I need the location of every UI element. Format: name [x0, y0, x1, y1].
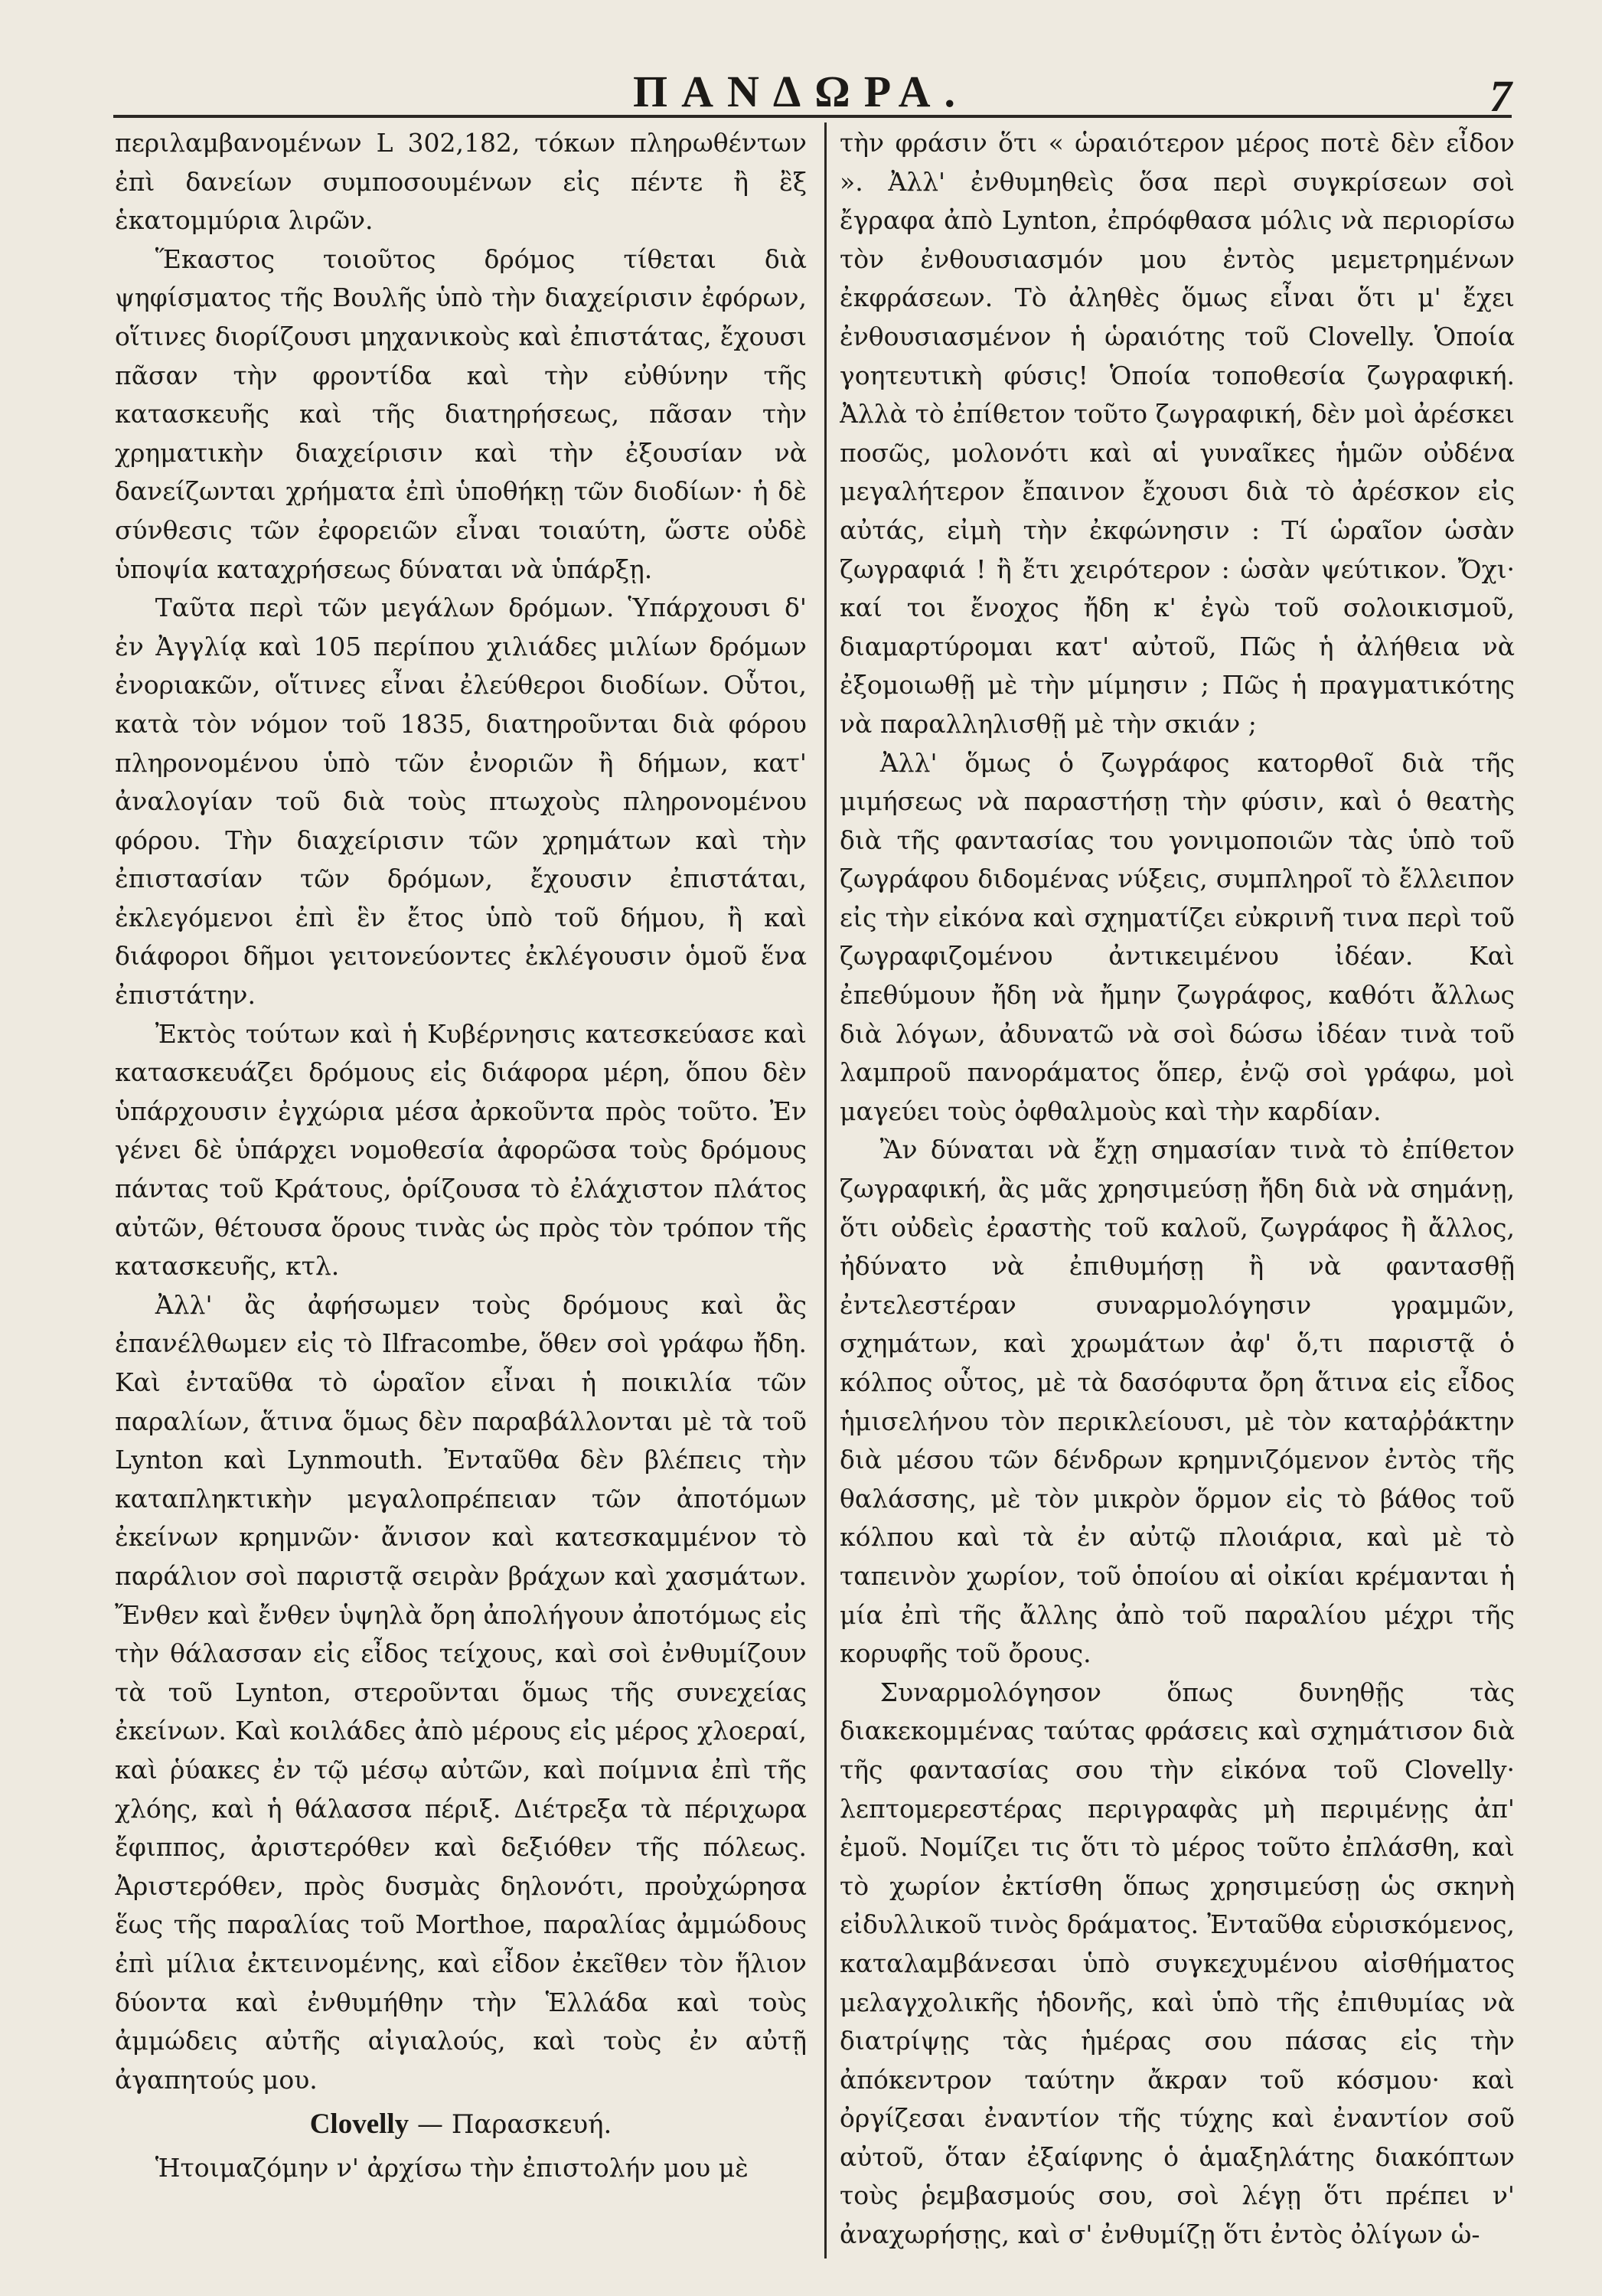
paragraph: περιλαμβανομένων L 302,182, τόκων πληρωθέντων ἐπὶ δανείων συμποσουμένων εἰς πέντε ἢ ἒξ ἑκατομμύρια λιρῶν.: [115, 128, 807, 236]
paragraph: Ἀλλ' ὅμως ὁ ζωγράφος κατορθοῖ διὰ τῆς μιμήσεως νὰ παραστήσῃ τὴν φύσιν, καὶ ὁ θεατὴς διὰ τῆς φαντασίας του γονιμοποιῶν τὰς ὑπὸ τοῦ ζωγράφου διδομένας νύξεις, συμπληροῖ τὸ ἔλλειπον εἰς τὴν εἰκόνα καὶ σχηματίζει εὐκρινῆ τινα περὶ τοῦ ζωγραφιζομένου ἀντικειμένου ἰδέαν. Καὶ ἐπεθύμουν ἤδη νὰ ἤμην ζωγράφος, καθότι ἄλλως διὰ λόγων, ἀδυνατῶ νὰ σοὶ δώσω ἰδέαν τινὰ τοῦ λαμπροῦ πανοράματος ὅπερ, ἐνῷ σοὶ γράφω, μοὶ μαγεύει τοὺς ὀφθαλμοὺς καὶ τὴν καρδίαν.: [840, 747, 1515, 1126]
paragraph: Ἡτοιμαζόμην ν' ἀρχίσω τὴν ἐπιστολήν μου μὲ: [155, 2152, 749, 2183]
section-heading: [115, 2105, 807, 2144]
paragraph: Ἕκαστος τοιοῦτος δρόμος τίθεται διὰ ψηφίσματος τῆς Βουλῆς ὑπὸ τὴν διαχείρισιν ἐφόρων, οἵτινες διορίζουσι μηχανικοὺς καὶ ἐπιστάτας, ἔχουσι πᾶσαν τὴν φροντίδα καὶ τὴν εὐθύνην τῆς κατασκευῆς καὶ τῆς διατηρήσεως, πᾶσαν τὴν χρηματικὴν διαχείρισιν καὶ τὴν ἐξουσίαν νὰ δανείζωνται χρήματα ἐπὶ ὑποθήκῃ τῶν διοδίων· ἡ δὲ σύνθεσις τῶν ἐφορειῶν εἶναι τοιαύτη, ὥστε οὐδὲ ὑποψία καταχρήσεως δύναται νὰ ὑπάρξῃ.: [115, 243, 807, 584]
paragraph: τὴν φράσιν ὅτι « ὡραιότερον μέρος ποτὲ δὲν εἶδον ». Ἀλλ' ἐνθυμηθεὶς ὅσα περὶ συγκρίσεων σοὶ ἔγραφα ἀπὸ Lynton, ἐπρόφθασα μόλις νὰ περιορίσω τὸν ἐνθουσιασμόν μου ἐντὸς μεμετρημένων ἐκφράσεων. Τὸ ἀληθὲς ὅμως εἶναι ὅτι μ' ἔχει ἐνθουσιασμένον ἡ ὡραιότης τοῦ Clovelly. Ὁποία γοητευτικὴ φύσις! Ὁποία τοποθεσία ζωγραφική. Ἀλλὰ τὸ ἐπίθετον τοῦτο ζωγραφική, δὲν μοὶ ἀρέσκει ποσῶς, μολονότι καὶ αἱ γυναῖκες ἡμῶν οὐδένα μεγαλήτερον ἔπαινον ἔχουσι διὰ τὸ ἀρέσκον εἰς αὐτάς, εἰμὴ τὴν ἐκφώνησιν : Τί ὡραῖον ὡσὰν ζωγραφιά ! ἢ ἔτι χειρότερον : ὡσὰν ψεύτικον. Ὄχι· καί τοι ἔνοχος ἤδη κ' ἐγὼ τοῦ σολοικισμοῦ, διαμαρτύρομαι κατ' αὐτοῦ, Πῶς ἡ ἀλήθεια νὰ ἐξομοιωθῇ μὲ τὴν μίμησιν ; Πῶς ἡ πραγματικότης νὰ παραλληλισθῇ μὲ τὴν σκιάν ;: [840, 128, 1515, 739]
running-title: ΠΑΝΔΩΡΑ.: [633, 67, 969, 116]
paragraph: Ἐκτὸς τούτων καὶ ἡ Κυβέρνησις κατεσκεύασε καὶ κατασκευάζει δρόμους εἰς διάφορα μέρη, ὅπου δὲν ὑπάρχουσιν ἐγχώρια μέσα ἀρκοῦντα πρὸς τοῦτο. Ἐν γένει δὲ ὑπάρχει νομοθεσία ἀφορῶσα τοὺς δρόμους πάντας τοῦ Κράτους, ὁρίζουσα τὸ ἐλάχιστον πλάτος αὐτῶν, θέτουσα ὅρους τινὰς ὡς πρὸς τὸν τρόπον τῆς κατασκευῆς, κτλ.: [115, 1018, 807, 1282]
paragraph: Ταῦτα περὶ τῶν μεγάλων δρόμων. Ὑπάρχουσι δ' ἐν Ἀγγλίᾳ καὶ 105 περίπου χιλιάδες μιλίων δρόμων ἐνοριακῶν, οἵτινες εἶναι ἐλεύθεροι διοδίων. Οὗτοι, κατὰ τὸν νόμον τοῦ 1835, διατηροῦνται διὰ φόρου πληρονομένου ὑπὸ τῶν ἐνοριῶν ἢ δήμων, κατ' ἀναλογίαν τοῦ διὰ τοὺς πτωχοὺς πληρονομένου φόρου. Τὴν διαχείρισιν τῶν χρημάτων καὶ τὴν ἐπιστασίαν τῶν δρόμων, ἔχουσιν ἐπιστάται, ἐκλεγόμενοι ἐπὶ ἓν ἔτος ὑπὸ τοῦ δήμου, ἢ καὶ διάφοροι δῆμοι γειτονεύοντες ἐκλέγουσιν ὁμοῦ ἕνα ἐπιστάτην.: [115, 593, 807, 1011]
right-column: [840, 124, 1515, 2268]
column-divider: [824, 122, 827, 2258]
page-number: 7: [1489, 71, 1512, 121]
heading-separator: —: [409, 2109, 452, 2141]
heading-place: Clovelly: [309, 2108, 409, 2141]
header-rule: [113, 115, 1512, 118]
heading-day: Παρασκευή.: [451, 2109, 612, 2141]
paragraph: Ἂν δύναται νὰ ἔχῃ σημασίαν τινὰ τὸ ἐπίθετον ζωγραφική, ἂς μᾶς χρησιμεύσῃ ἤδη διὰ νὰ σημάνῃ, ὅτι οὐδεὶς ἐραστὴς τοῦ καλοῦ, ζωγράφος ἢ ἄλλος, ἠδύνατο νὰ ἐπιθυμήσῃ ἢ νὰ φαντασθῇ ἐντελεστέραν συναρμολόγησιν γραμμῶν, σχημάτων, καὶ χρωμάτων ἀφ' ὅ,τι παριστᾷ ὁ κόλπος οὗτος, μὲ τὰ δασόφυτα ὄρη ἅτινα εἰς εἶδος ἡμισελήνου τὸν περικλείουσι, μὲ τὸν καταῤῥάκτην διὰ μέσου τῶν δένδρων κρημνιζόμενον ἐντὸς τῆς θαλάσσης, μὲ τὸν μικρὸν ὅρμον εἰς τὸ βάθος τοῦ κόλπου καὶ τὰ ἐν αὐτῷ πλοιάρια, καὶ μὲ τὸ ταπεινὸν χωρίον, τοῦ ὁποίου αἱ οἰκίαι κρέμανται ἡ μία ἐπὶ τῆς ἄλλης ἀπὸ τοῦ παραλίου μέχρι τῆς κορυφῆς τοῦ ὄρους.: [840, 1135, 1515, 1669]
left-column: [115, 124, 807, 2268]
paragraph: Συναρμολόγησον ὅπως δυνηθῇς τὰς διακεκομμένας ταύτας φράσεις καὶ σχημάτισον διὰ τῆς φαντασίας σου τὴν εἰκόνα τοῦ Clovelly· λεπτομερεστέρας περιγραφὰς μὴ περιμένῃς ἀπ' ἐμοῦ. Νομίζει τις ὅτι τὸ μέρος τοῦτο ἐπλάσθη, καὶ τὸ χωρίον ἐκτίσθη ὅπως χρησιμεύσῃ ὡς σκηνὴ εἰδυλλικοῦ τινὸς δράματος. Ἐνταῦθα εὑρισκόμενος, καταλαμβάνεσαι ὑπὸ συγκεχυμένου αἰσθήματος μελαγχολικῆς ἡδονῆς, καὶ ὑπὸ τῆς ἐπιθυμίας νὰ διατρίψῃς τὰς ἡμέρας σου πάσας εἰς τὴν ἀπόκεντρον ταύτην ἄκραν τοῦ κόσμου· καὶ ὀργίζεσαι ἐναντίον τῆς τύχης καὶ ἐναντίον σοῦ αὐτοῦ, ὅταν ἐξαίφνης ὁ ἁμαξηλάτης διακόπτων τοὺς ῥεμβασμούς σου, σοὶ λέγῃ ὅτι πρέπει ν' ἀναχωρήσῃς, καὶ σ' ἐνθυμίζῃ ὅτι ἐντὸς ὀλίγων ὡ-: [840, 1677, 1515, 2250]
paragraph: Ἀλλ' ἂς ἀφήσωμεν τοὺς δρόμους καὶ ἂς ἐπανέλθωμεν εἰς τὸ Ilfracombe, ὅθεν σοὶ γράφω ἤδη. Καὶ ἐνταῦθα τὸ ὡραῖον εἶναι ἡ ποικιλία τῶν παραλίων, ἅτινα ὅμως δὲν παραβάλλονται μὲ τὰ τοῦ Lynton καὶ Lynmouth. Ἐνταῦθα δὲν βλέπεις τὴν καταπληκτικὴν μεγαλοπρέπειαν τῶν ἀποτόμων ἐκείνων κρημνῶν· ἄνισον καὶ κατεσκαμμένον τὸ παράλιον σοὶ παριστᾷ σειρὰν βράχων καὶ χασμάτων. Ἔνθεν καὶ ἔνθεν ὑψηλὰ ὄρη ἀπολήγουν ἀποτόμως εἰς τὴν θάλασσαν εἰς εἶδος τείχους, καὶ σοὶ ἐνθυμίζουν τὰ τοῦ Lynton, στεροῦνται ὅμως τῆς συνεχείας ἐκείνων. Καὶ κοιλάδες ἀπὸ μέρους εἰς μέρος χλοεραί, καὶ ῥύακες ἐν τῷ μέσῳ αὐτῶν, καὶ ποίμνια ἐπὶ τῆς χλόης, καὶ ἡ θάλασσα πέριξ. Διέτρεξα τὰ πέριχωρα ἔφιππος, ἀριστερόθεν καὶ δεξιόθεν τῆς πόλεως. Ἀριστερόθεν, πρὸς δυσμὰς δηλονότι, προὐχώρησα ἕως τῆς παραλίας τοῦ Morthoe, παραλίας ἀμμώδους ἐπὶ μίλια ἐκτεινομένης, καὶ εἶδον ἐκεῖθεν τὸν ἥλιον δύοντα καὶ ἐνθυμήθην τὴν Ἑλλάδα καὶ τοὺς ἀμμώδεις αὐτῆς αἰγιαλούς, καὶ τοὺς ἐν αὐτῇ ἀγαπητούς μου.: [115, 1289, 807, 2095]
